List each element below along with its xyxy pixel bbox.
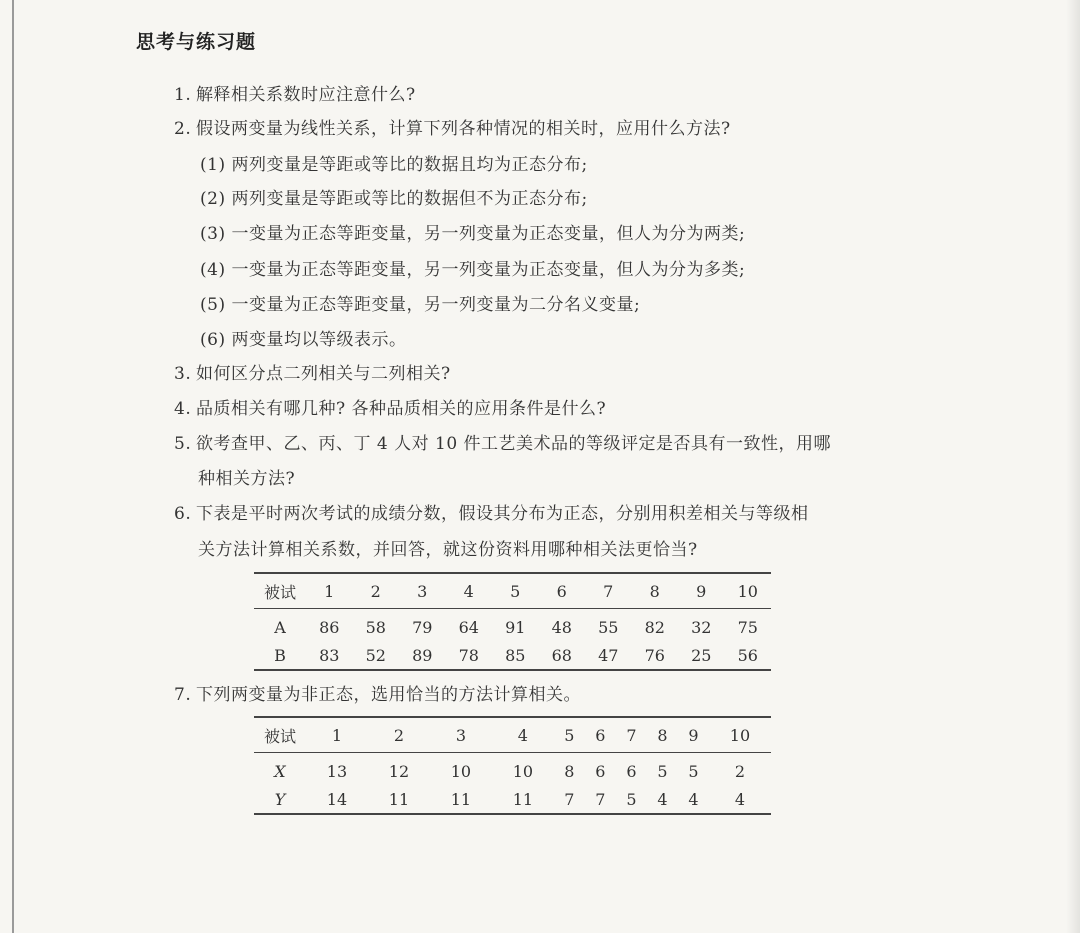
table-header-cell: 2 bbox=[370, 581, 381, 601]
question-number: 7. bbox=[174, 685, 192, 705]
table-header-cell: 9 bbox=[696, 581, 707, 601]
table-cell: 68 bbox=[551, 645, 572, 665]
question-5-continued: 种相关方法? bbox=[198, 469, 296, 489]
table-cell: 10 bbox=[450, 761, 472, 781]
table-cell: 85 bbox=[505, 645, 526, 665]
table-header-cell: 2 bbox=[393, 725, 405, 745]
table-cell: 8 bbox=[564, 761, 575, 781]
table-cell: 4 bbox=[734, 789, 746, 809]
table-cell: 7 bbox=[564, 789, 575, 809]
question-7 bbox=[174, 680, 581, 705]
row-label: A bbox=[274, 617, 286, 637]
table-header-cell: 被试 bbox=[263, 726, 296, 746]
table-cell: 4 bbox=[657, 789, 668, 809]
row-label: Y bbox=[274, 789, 286, 809]
table-cell: 13 bbox=[326, 761, 348, 781]
table-header-cell: 4 bbox=[463, 581, 474, 601]
question-text: 品质相关有哪几种? 各种品质相关的应用条件是什么? bbox=[196, 399, 607, 419]
table-header-cell: 5 bbox=[510, 581, 521, 601]
row-label: X bbox=[274, 761, 286, 781]
table-cell: 83 bbox=[319, 645, 340, 665]
table-header-cell: 1 bbox=[324, 581, 335, 601]
table-cell: 6 bbox=[626, 761, 637, 781]
table-row bbox=[254, 785, 771, 814]
question-text: 假设两变量为线性关系，计算下列各种情况的相关时，应用什么方法? bbox=[196, 119, 731, 139]
question-number: 4. bbox=[174, 399, 192, 419]
table-cell: 76 bbox=[644, 645, 665, 665]
question-number: 5. bbox=[174, 434, 192, 454]
table-header-cell: 3 bbox=[455, 725, 467, 745]
table-cell: 32 bbox=[691, 617, 712, 637]
table-cell: 47 bbox=[598, 645, 619, 665]
question-6 bbox=[174, 499, 809, 524]
question-number: 3. bbox=[174, 364, 192, 384]
question-number: 1. bbox=[174, 85, 192, 105]
table-cell: 86 bbox=[319, 617, 340, 637]
table-cell: 79 bbox=[412, 617, 433, 637]
table-cell: 12 bbox=[388, 761, 410, 781]
table-header-cell: 10 bbox=[729, 725, 751, 745]
table-cell: 11 bbox=[388, 789, 410, 809]
question-1 bbox=[174, 80, 416, 105]
page-binding-edge bbox=[12, 0, 14, 933]
question-text: 如何区分点二列相关与二列相关? bbox=[196, 364, 451, 384]
table-header-cell: 7 bbox=[626, 725, 637, 745]
table-header-cell: 6 bbox=[556, 581, 567, 601]
question-text: 解释相关系数时应注意什么? bbox=[196, 85, 416, 105]
table-cell: 48 bbox=[551, 617, 572, 637]
sub-item: (6) 两变量均以等级表示。 bbox=[200, 330, 407, 350]
question-5 bbox=[174, 429, 831, 454]
table-header-cell: 10 bbox=[737, 581, 758, 601]
table-cell: 11 bbox=[450, 789, 472, 809]
table-cell: 58 bbox=[365, 617, 386, 637]
table-header-cell: 9 bbox=[688, 725, 699, 745]
table-header-cell: 8 bbox=[657, 725, 668, 745]
table-cell: 14 bbox=[326, 789, 348, 809]
page-right-shadow bbox=[1066, 0, 1080, 933]
table-cell: 5 bbox=[657, 761, 668, 781]
table-header-cell: 6 bbox=[595, 725, 606, 745]
question-text: 欲考查甲、乙、丙、丁 4 人对 10 件工艺美术品的等级评定是否具有一致性，用哪 bbox=[196, 434, 832, 454]
table-cell: 4 bbox=[688, 789, 699, 809]
question-number: 6. bbox=[174, 504, 192, 524]
table-header-row bbox=[254, 717, 771, 753]
sub-item: (3) 一变量为正态等距变量，另一列变量为正态变量，但人为分为两类; bbox=[200, 224, 746, 244]
sub-item: (5) 一变量为正态等距变量，另一列变量为二分名义变量; bbox=[200, 295, 641, 315]
row-label: B bbox=[274, 645, 286, 665]
table-header-cell: 4 bbox=[517, 725, 528, 745]
table-cell: 78 bbox=[458, 645, 479, 665]
question-6-continued: 关方法计算相关系数，并回答，就这份资料用哪种相关法更恰当? bbox=[198, 540, 698, 560]
table-header-cell: 被试 bbox=[263, 582, 296, 602]
table-row bbox=[254, 753, 771, 786]
table-row bbox=[254, 609, 771, 642]
table-cell: 5 bbox=[688, 761, 699, 781]
variables-table bbox=[254, 716, 771, 815]
table-cell: 89 bbox=[412, 645, 433, 665]
question-3 bbox=[174, 359, 451, 384]
table-cell: 25 bbox=[691, 645, 712, 665]
table-header-cell: 7 bbox=[603, 581, 614, 601]
table-cell: 10 bbox=[512, 761, 534, 781]
table-cell: 64 bbox=[458, 617, 479, 637]
question-2 bbox=[174, 114, 731, 139]
table-header-row bbox=[254, 573, 771, 609]
table-cell: 75 bbox=[737, 617, 758, 637]
table-header-cell: 3 bbox=[417, 581, 428, 601]
table-cell: 91 bbox=[505, 617, 526, 637]
table-header-cell: 5 bbox=[564, 725, 575, 745]
section-heading: 思考与练习题 bbox=[136, 31, 257, 53]
table-cell: 5 bbox=[626, 789, 637, 809]
table-cell: 55 bbox=[598, 617, 619, 637]
scores-table bbox=[254, 572, 771, 671]
table-cell: 7 bbox=[595, 789, 606, 809]
table-header-cell: 1 bbox=[331, 725, 343, 745]
table-cell: 11 bbox=[512, 789, 534, 809]
sub-item: (4) 一变量为正态等距变量，另一列变量为正态变量，但人为分为多类; bbox=[200, 260, 746, 280]
question-text: 下列两变量为非正态，选用恰当的方法计算相关。 bbox=[196, 685, 581, 705]
table-row bbox=[254, 641, 771, 670]
table-cell: 56 bbox=[737, 645, 758, 665]
table-cell: 6 bbox=[595, 761, 606, 781]
table-cell: 82 bbox=[644, 617, 665, 637]
question-number: 2. bbox=[174, 119, 192, 139]
sub-item: (2) 两列变量是等距或等比的数据但不为正态分布; bbox=[200, 189, 588, 209]
table-cell: 2 bbox=[734, 761, 746, 781]
question-4 bbox=[174, 394, 606, 419]
table-cell: 52 bbox=[365, 645, 386, 665]
sub-item: (1) 两列变量是等距或等比的数据且均为正态分布; bbox=[200, 155, 588, 175]
question-text: 下表是平时两次考试的成绩分数，假设其分布为正态，分别用积差相关与等级相 bbox=[196, 504, 809, 524]
table-header-cell: 8 bbox=[649, 581, 660, 601]
